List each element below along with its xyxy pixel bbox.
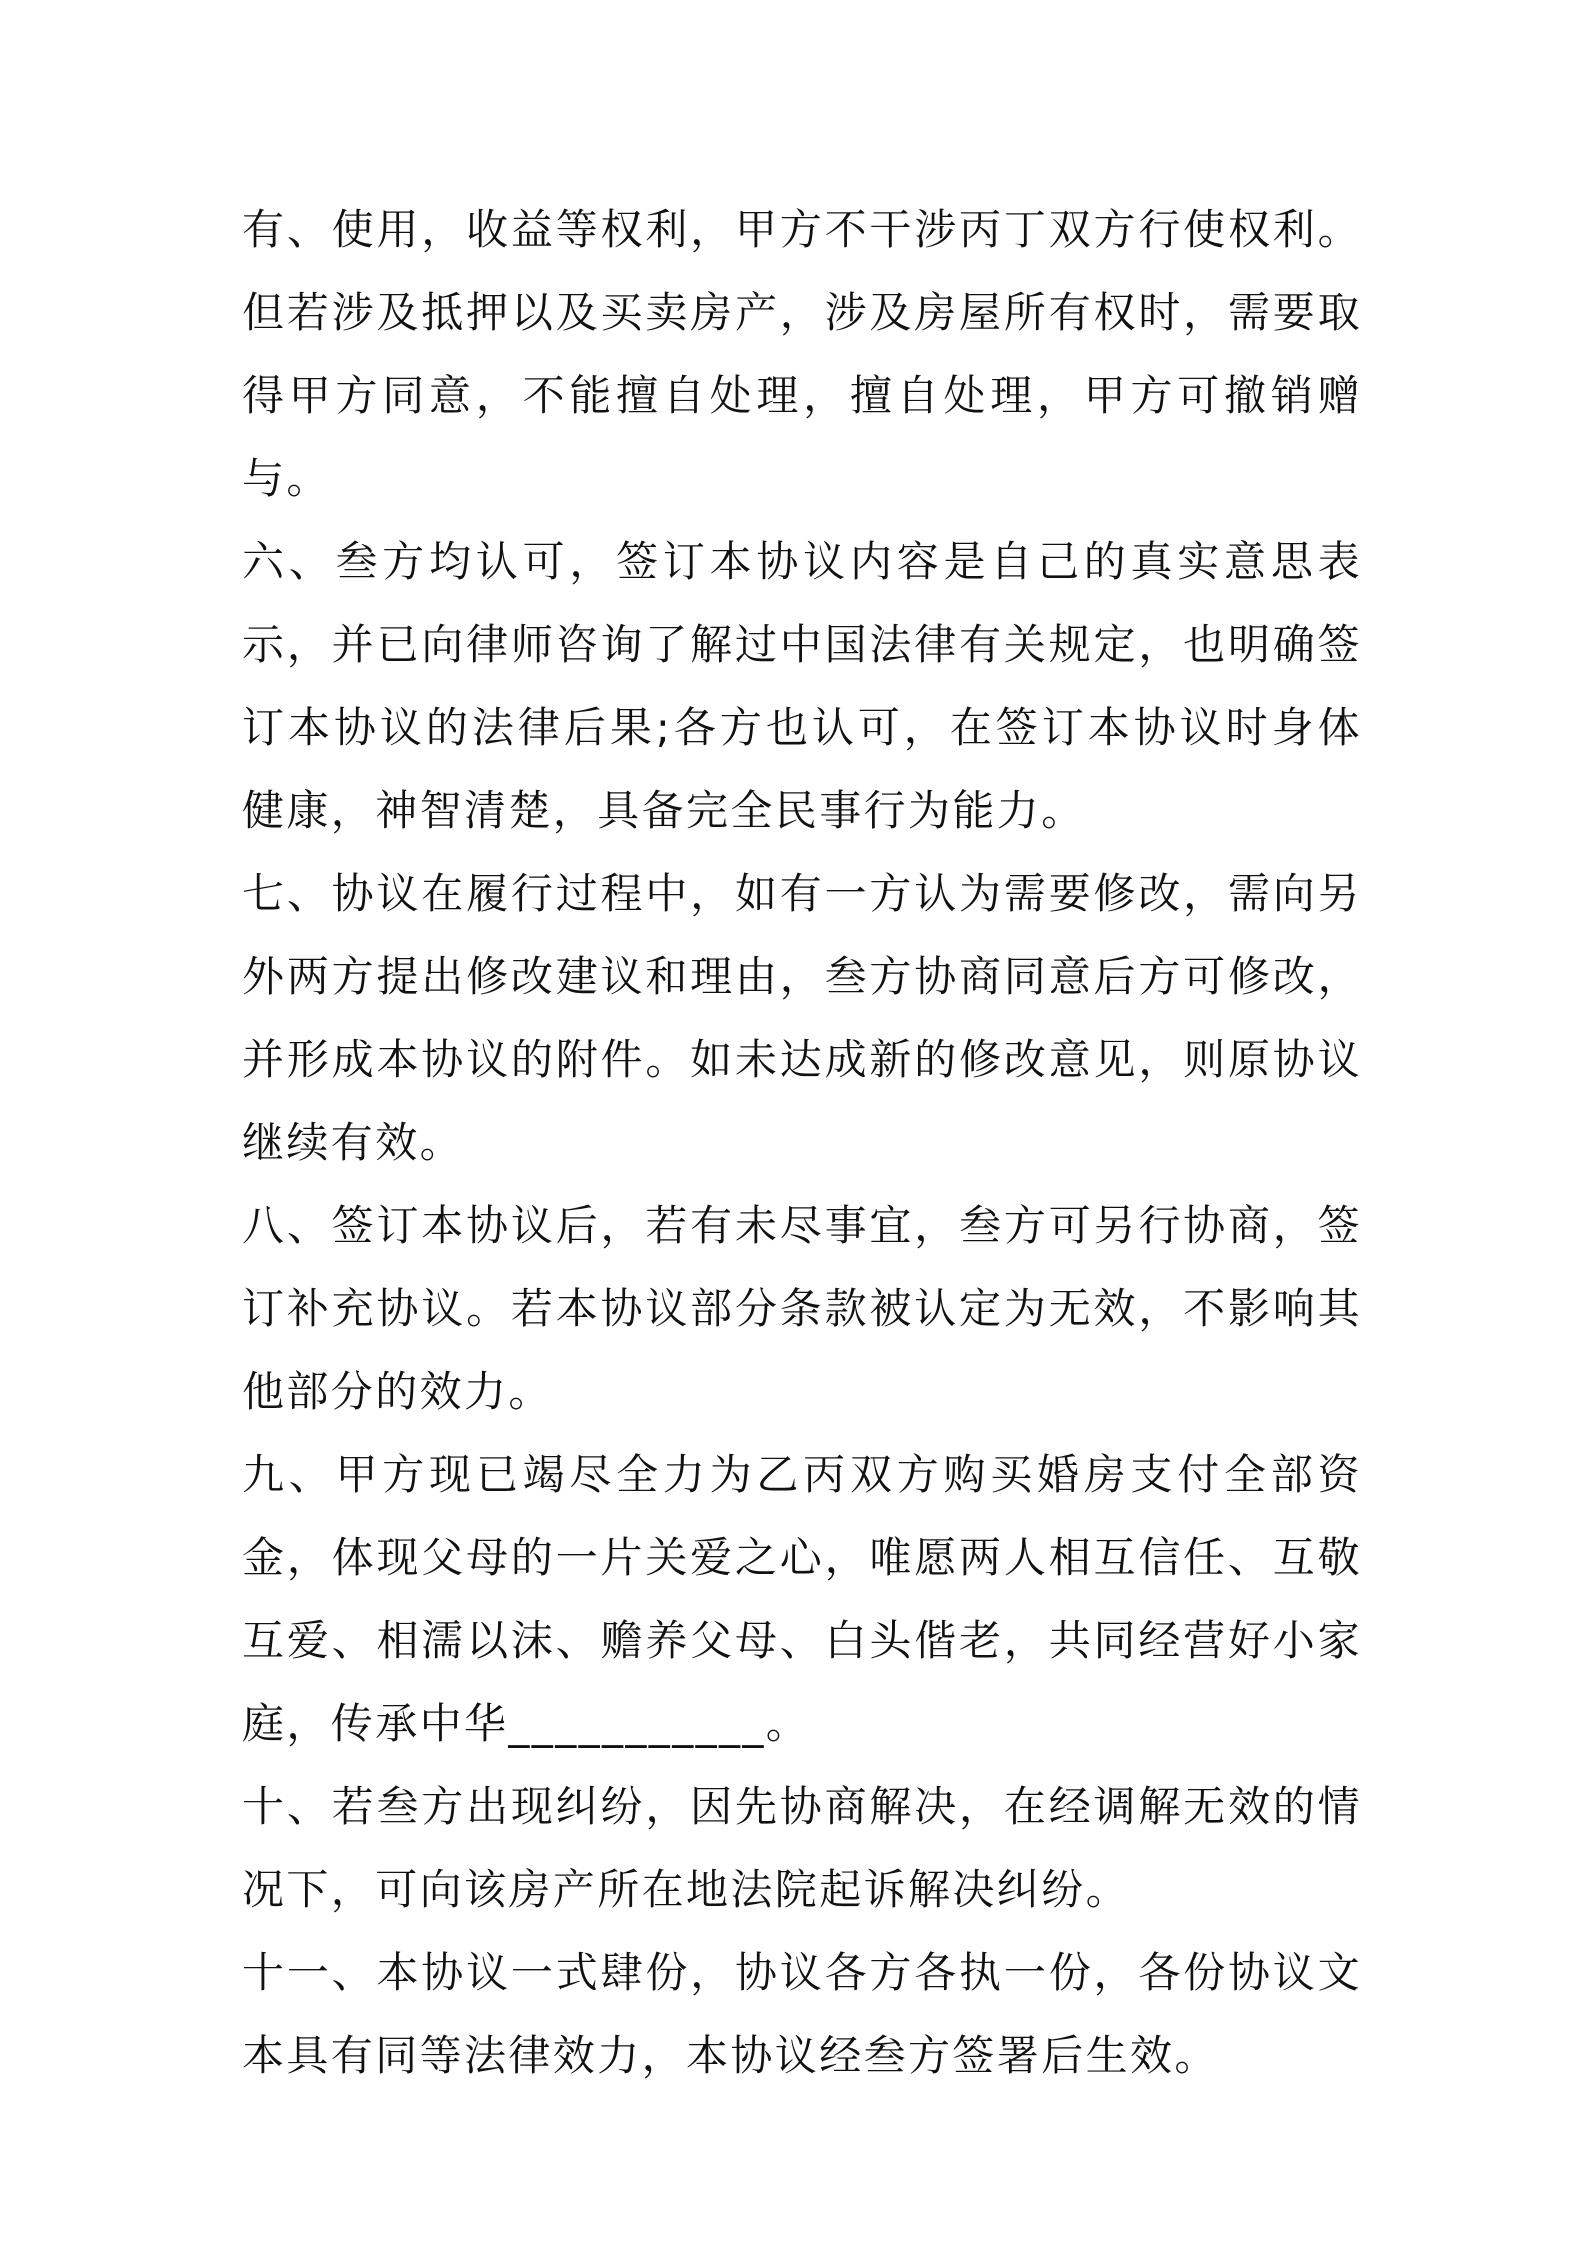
paragraph-continuation: 有、使用，收益等权利，甲方不干涉丙丁双方行使权利。但若涉及抵押以及买卖房产，涉及房屋所有权时，需要取得甲方同意，不能擅自处理，擅自处理，甲方可撤销赠与。 <box>242 205 1362 503</box>
paragraph-clause-6: 六、叁方均认可，签订本协议内容是自己的真实意思表示，并已向律师咨询了解过中国法律有关规定，也明确签订本协议的法律后果;各方也认可，在签订本协议时身体健康，神智清楚，具备完全民事行为能力。 <box>242 537 1362 835</box>
paragraph-clause-9: 九、甲方现已竭尽全力为乙丙双方购买婚房支付全部资金，体现父母的一片关爱之心，唯愿两人相互信任、互敬互爱、相濡以沫、赡养父母、白头偕老，共同经营好小家庭，传承中华___________。 <box>242 1450 1362 1748</box>
document-body <box>242 188 1362 2097</box>
paragraph-clause-11: 十一、本协议一式肆份，协议各方各执一份，各份协议文本具有同等法律效力，本协议经叁方签署后生效。 <box>242 1948 1362 2080</box>
paragraph-clause-7: 七、协议在履行过程中，如有一方认为需要修改，需向另外两方提出修改建议和理由，叁方协商同意后方可修改，并形成本协议的附件。如未达成新的修改意见，则原协议继续有效。 <box>242 869 1362 1167</box>
paragraph-clause-8: 八、签订本协议后，若有未尽事宜，叁方可另行协商，签订补充协议。若本协议部分条款被认定为无效，不影响其他部分的效力。 <box>242 1201 1362 1416</box>
paragraph-clause-10: 十、若叁方出现纠纷，因先协商解决，在经调解无效的情况下，可向该房产所在地法院起诉解决纠纷。 <box>242 1782 1362 1914</box>
